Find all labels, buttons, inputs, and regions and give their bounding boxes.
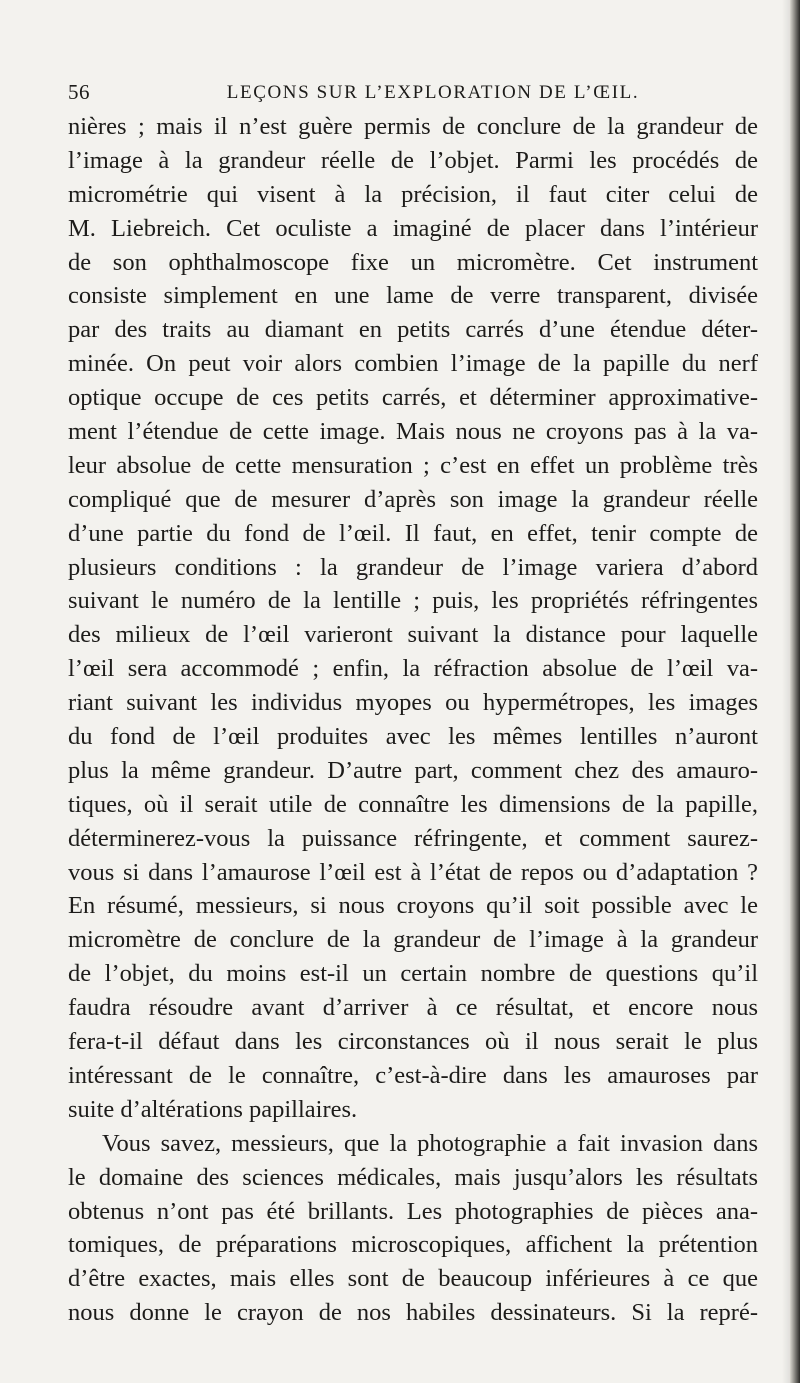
text-line: tomiques, de préparations microscopiques, affichent la prétention [68,1231,758,1259]
paragraph-first-line: Vous savez, messieurs, que la photographie a fait invasion dans [102,1129,758,1157]
text-line: riant suivant les individus myopes ou hypermétropes, les images [68,689,758,717]
text-line: déterminerez-vous la puissance réfringente, et comment saurez- [68,824,758,852]
text-line: des milieux de l’œil varieront suivant la distance pour laquelle [68,621,758,649]
text-line: minée. On peut voir alors combien l’image de la papille du nerf [68,350,758,378]
text-line: consiste simplement en une lame de verre transparent, divisée [68,282,758,310]
page-gutter-shadow [782,0,790,1383]
text-line: l’œil sera accommodé ; enfin, la réfraction absolue de l’œil va- [68,655,758,683]
text-line: du fond de l’œil produites avec les mêmes lentilles n’auront [68,723,758,751]
text-line: intéressant de le connaître, c’est-à-dire dans les amauroses par [68,1061,758,1089]
text-line: micromètre de conclure de la grandeur de l’image à la grandeur [68,926,758,954]
text-line: d’être exactes, mais elles sont de beaucoup inférieures à ce que [68,1265,758,1293]
running-header [68,80,758,110]
page-number: 56 [68,80,90,104]
text-line: M. Liebreich. Cet oculiste a imaginé de placer dans l’intérieur [68,214,758,242]
text-line: tiques, où il serait utile de connaître les dimensions de la papille, [68,790,758,818]
body-text [68,110,758,1330]
text-line: par des traits au diamant en petits carrés d’une étendue déter- [68,316,758,344]
text-line: micrométrie qui visent à la précision, il faut citer celui de [68,180,758,208]
text-line: suivant le numéro de la lentille ; puis, les propriétés réfringentes [68,587,758,615]
text-line: ment l’étendue de cette image. Mais nous ne croyons pas à la va- [68,418,758,446]
text-line: plus la même grandeur. D’autre part, comment chez des amauro- [68,756,758,784]
text-line: vous si dans l’amaurose l’œil est à l’état de repos ou d’adaptation ? [68,858,758,886]
paragraph-last-line: suite d’altérations papillaires. [68,1095,358,1123]
text-line: nières ; mais il n’est guère permis de conclure de la grandeur de [68,113,758,140]
text-line: de l’objet, du moins est-il un certain nombre de questions qu’il [68,960,758,988]
text-line: fera-t-il défaut dans les circonstances où il nous serait le plus [68,1028,758,1056]
text-line: de son ophthalmoscope fixe un micromètre. Cet instrument [68,248,758,276]
text-line: nous donne le crayon de nos habiles dessinateurs. Si la repré- [68,1299,758,1327]
text-line: leur absolue de cette mensuration ; c’est en effet un problème très [68,451,758,479]
text-line: plusieurs conditions : la grandeur de l’image variera d’abord [68,553,758,581]
running-title: LEÇONS SUR L’EXPLORATION DE L’ŒIL. [226,82,640,103]
page-edge [790,0,800,1383]
text-line: l’image à la grandeur réelle de l’objet. Parmi les procédés de [68,146,758,174]
text-line: optique occupe de ces petits carrés, et déterminer approximative- [68,384,758,412]
text-line: compliqué que de mesurer d’après son image la grandeur réelle [68,485,758,513]
text-line: obtenus n’ont pas été brillants. Les photographies de pièces ana- [68,1197,758,1225]
text-line: faudra résoudre avant d’arriver à ce résultat, et encore nous [68,994,758,1022]
text-line: d’une partie du fond de l’œil. Il faut, en effet, tenir compte de [68,519,758,547]
text-line: le domaine des sciences médicales, mais jusqu’alors les résultats [68,1163,758,1191]
text-line: En résumé, messieurs, si nous croyons qu’il soit possible avec le [68,892,758,920]
